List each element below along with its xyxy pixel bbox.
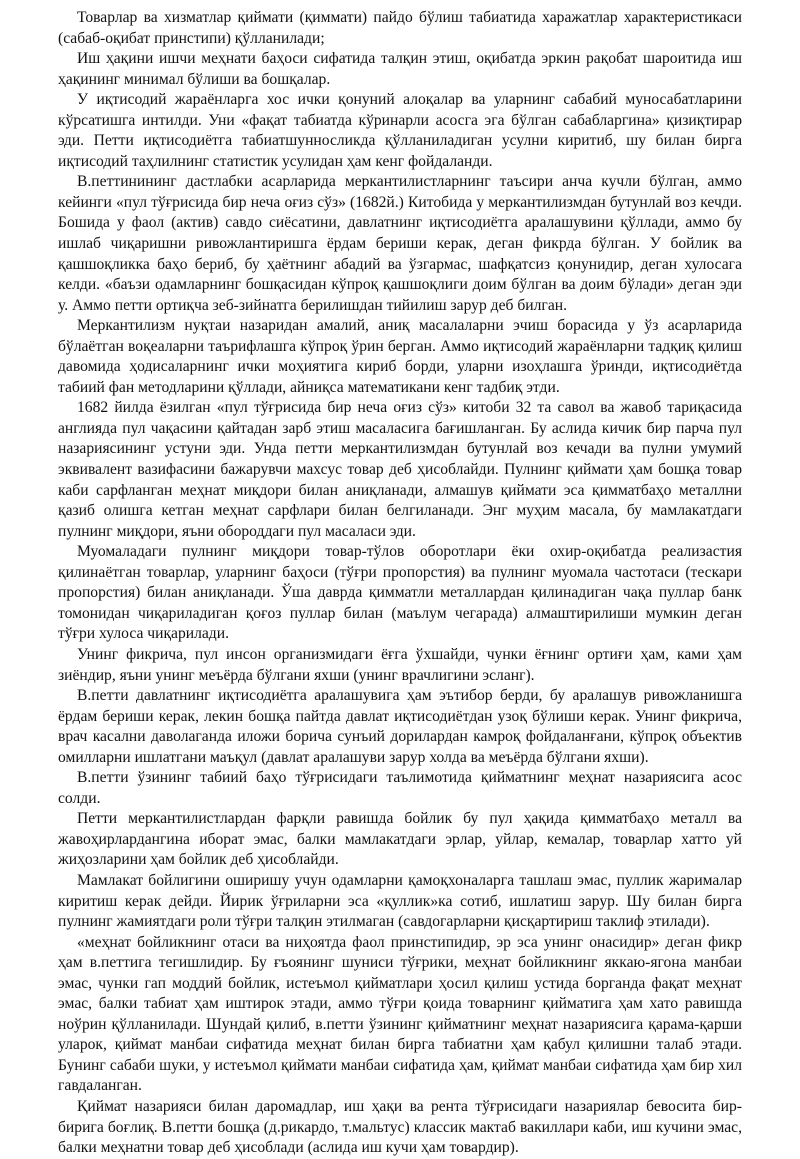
paragraph: Мамлакат бойлигини оширишу учун одамларни қамоқхоналарга ташлаш эмас, пуллик жарималар киритиш керак дейди. Йирик ўғриларни эса «қуллик»ка сотиб, ишлатиш зарур. Шу билан бирга пулнинг жамиятдаги роли тўғри талқин этилмаган (савдогарларни қисқартириш таклиф этилади). bbox=[58, 871, 742, 931]
paragraph: У иқтисодий жараёнларга хос ички қонуний алоқалар ва уларнинг сабабий муносабатларини кўрсатишга интилди. Уни «фақат табиатда кўринарли асосга эга бўлган сабабларгина» қизиқтирар эди. Петти иқтисодиётга табиатшунносликда қўлланиладиган усулни киритиб, шу билан бирга иқтисодий таҳлилнинг статистик усулидан ҳам кенг фойдаланди. bbox=[58, 91, 742, 170]
paragraph: Меркантилизм нуқтаи назаридан амалий, аниқ масалаларни эчиш борасида у ўз асарларида бўлаётган воқеаларни таърифлашга кўпроқ ўрин берган. Аммо иқтисодий жараёнларни тадқиқ қилиш давомида ҳодисаларнинг ички моҳиятига кириб борди, уларни изоҳлашга ўринди, иқтисодиётда табиий фан методларини қўллади, айниқса математикани кенг тадбиқ этди. bbox=[58, 317, 742, 396]
paragraph: 1682 йилда ёзилган «пул тўғрисида бир неча оғиз сўз» китоби 32 та савол ва жавоб тариқасида англияда пул чақасини қайтадан зарб этиш масаласига бағишланган. Бу аслида кичик бир парча пул назариясининг устуни эди. Унда петти меркантилизмдан бутунлай воз кечади ва пулни умумий эквивалент вазифасини бажарувчи махсус товар деб ҳисоблайди. Пулнинг қиймати ҳам бошқа товар каби сарфланган меҳнат миқдори билан аниқланади, алмашув қиймати эса қимматбаҳо металлни қазиб олишга кетган меҳнат сарфлари билан белгиланади. Энг муҳим масала, бу мамлакатдаги пулнинг миқдори, яъни обороддаги пул масаласи эди. bbox=[58, 399, 742, 540]
paragraph: Унинг фикрича, пул инсон организмидаги ёғга ўхшайди, чунки ёғнинг ортиғи ҳам, ками ҳам зиёндир, яъни унинг меъёрда бўлгани яхши (унинг врачлигини эсланг). bbox=[58, 645, 742, 684]
paragraph: Товарлар ва хизматлар қиймати (қиммати) пайдо бўлиш табиатида харажатлар характеристикаси (сабаб-оқибат принстипи) қўлланилади; bbox=[58, 9, 742, 47]
paragraph: «меҳнат бойликнинг отаси ва ниҳоятда фаол принстипидир, эр эса унинг онасидир» деган фикр ҳам в.петтига тегишлидир. Бу ғъоянинг шуниси тўғрики, меҳнат бойликнинг яккаю-ягона манбаи эмас, чунки гап моддий бойлик, истеъмол қийматлари ҳосил қилиш устида борганда фақат меҳнат эмас, балки табиат ҳам иштирок этади, аммо тўғри қоида товарнинг қийматига ҳам хато равишда ноўрин қўлланилади. Шундай қилиб, в.петти ўзининг қийматнинг меҳнат назариясига қарама-қарши уларок, қиймат манбаи сифатида меҳнат билан бирга табиатни ҳам қабул қилишни талаб этади. Бунинг сабаби шуки, у истеъмол қиймати манбаи сифатида ҳам, қиймат манбаи сифатида ҳам бир хил гавдаланган. bbox=[58, 933, 742, 1095]
paragraph: Иш ҳақини ишчи меҳнати баҳоси сифатида талқин этиш, оқибатда эркин рақобат шароитида иш ҳақининг минимал бўлиши ва бошқалар. bbox=[58, 50, 742, 88]
paragraph: В.петти ўзининг табиий баҳо тўғрисидаги таълимотида қийматнинг меҳнат назариясига асос солди. bbox=[58, 769, 742, 807]
paragraph: Қиймат назарияси билан даромадлар, иш ҳақи ва рента тўғрисидаги назариялар бевосита бир-бирига боғлиқ. В.петти бошқа (д.рикардо, т.мальтус) классик мактаб вакиллари каби, иш кучини эмас, балки меҳнатни товар деб ҳисоблади (аслида иш кучи ҳам товардир). bbox=[58, 1097, 742, 1157]
paragraph: В.петти давлатнинг иқтисодиётга аралашувига ҳам эътибор берди, бу аралашув ривожланишга ёрдам бериши керак, лекин бошқа пайтда давлат иқтисодиётдан узоқ бўлиши керак. Унинг фикрича, врач касални даволаганда иложи борича сунъий дорилардан камроқ фойдаланғани, кўпроқ объектив омилларни ишлатгани маъқул (давлат аралашуви зарур холда ва меъёрда бўлгани яхши). bbox=[58, 687, 742, 766]
paragraph: Петти меркантилистлардан фарқли равишда бойлик бу пул ҳақида қимматбаҳо металл ва жавоҳирлардангина иборат эмас, балки мамлакатдаги эрлар, уйлар, кемалар, товарлар хатто уй жиҳозларини ҳам бойлик деб ҳисоблайди. bbox=[58, 810, 742, 869]
paragraph: В.петтинининг дастлабки асарларида меркантилистларнинг таъсири анча кучли бўлган, аммо кейинги «пул тўғрисида бир неча оғиз сўз» (1682й.) Китобида у меркантилизмдан бутунлай воз кечди. Бошида у фаол (актив) савдо сиёсатини, давлатнинг иқтисодиётга аралашувини қўллади, аммо бу ишлаб чиқаришни ривожлантиришга ёрдам бериши керак, деган фикрда бўлган. У бойлик ва қашшоқликка баҳо бериб, бу ҳаётнинг абадий ва ўзгармас, шафқатсиз қонунидир, деган хулосага келди. «баъзи одамларнинг бошқасидан кўпроқ қашшоқлиги доим бўлган ва доим бўлади» деган эди у. Аммо петти ортиқча зеб-зийнатга берилишдан тийилиш зарур деб билган. bbox=[58, 173, 742, 314]
paragraph: Муомаладаги пулнинг миқдори товар-тўлов оборотлари ёки охир-оқибатда реализастия қилинаётган товарлар, уларнинг баҳоси (тўғри пропорстия) ва пулнинг муомала частотаси (тескари пропорстия) билан аниқланади. Ўша даврда қимматли металлардан қилинадиган чақа пуллар банк томонидан чиқариладиган қоғоз пуллар билан (маълум чегарада) алмаштирилиши мумкин деган тўғри хулоса чиқарилади. bbox=[58, 543, 742, 643]
